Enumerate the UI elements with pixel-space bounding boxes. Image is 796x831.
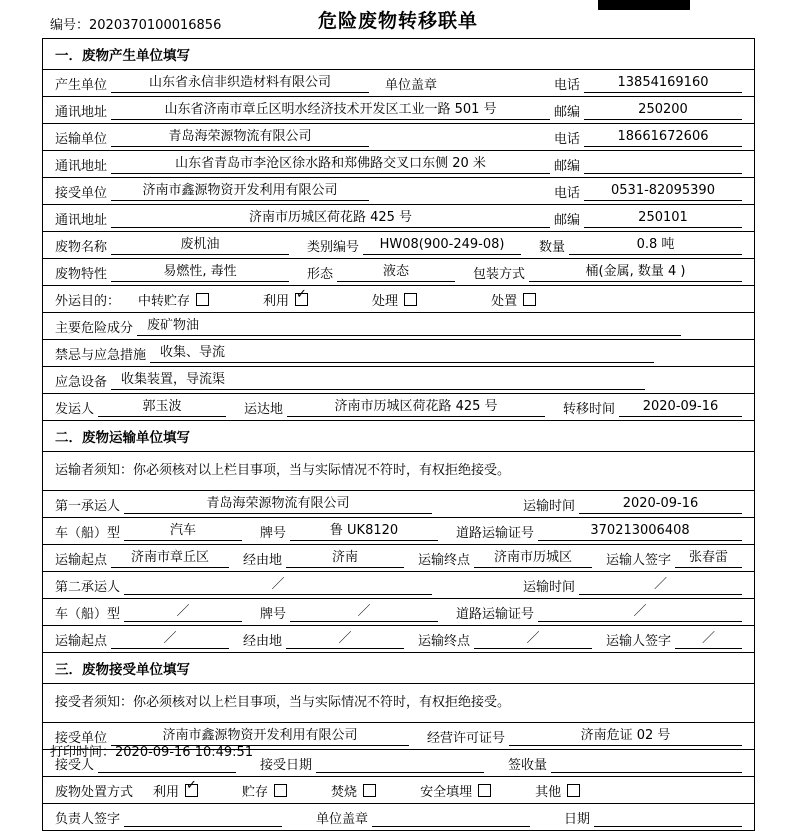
quantity-value[interactable]: 0.8 吨 <box>569 235 742 255</box>
receiver-zip-label: 邮编 <box>553 212 580 228</box>
producer-label: 产生单位 <box>55 77 108 93</box>
purpose-checkbox-3[interactable] <box>404 293 417 306</box>
producer-address-label: 通讯地址 <box>55 104 108 120</box>
unit-seal-label: 单位盖章 <box>316 811 369 827</box>
disposal-checkbox-5[interactable] <box>567 784 580 797</box>
transporter-label: 运输单位 <box>55 131 108 147</box>
section3-heading: 三．废物接受单位填写 <box>55 662 190 678</box>
row-taboo <box>43 340 755 367</box>
section1-heading: 一．废物产生单位填写 <box>55 48 190 64</box>
package-label: 包装方式 <box>473 266 526 282</box>
purpose-checkbox-2[interactable] <box>295 293 308 306</box>
disposal-checkbox-1[interactable] <box>185 784 198 797</box>
permit-label: 经营许可证号 <box>427 730 506 746</box>
purpose-checkbox-4[interactable] <box>523 293 536 306</box>
quantity-label: 数量 <box>539 239 566 255</box>
sign1-value[interactable]: 张春雷 <box>675 548 742 568</box>
section2-heading-cell <box>43 421 755 452</box>
disposal-checkbox-2[interactable] <box>274 784 287 797</box>
carrier2-time-label: 运输时间 <box>522 579 575 595</box>
receiving-date-label: 接受日期 <box>260 757 313 773</box>
receiver-notice: 接受者须知：你必须核对以上栏目事项，当与实际情况不符时，有权拒绝接受。 <box>55 695 511 710</box>
row-producer-address <box>43 97 755 124</box>
destination-value[interactable]: 济南市历城区荷花路 425 号 <box>287 397 545 417</box>
row-waste-property <box>43 259 755 286</box>
unit-seal-value[interactable] <box>372 807 530 827</box>
via1-label: 经由地 <box>243 552 283 568</box>
form-label: 形态 <box>307 266 334 282</box>
producer-zip-label: 邮编 <box>553 104 580 120</box>
plate1-value[interactable]: 鲁 UK8120 <box>290 521 438 541</box>
category-value[interactable]: HW08(900-249-08) <box>363 235 521 255</box>
purpose-option-2[interactable] <box>263 290 312 309</box>
receiver-zip-value[interactable]: 250101 <box>584 208 742 228</box>
package-value[interactable]: 桶(金属, 数量 4 ) <box>529 262 742 282</box>
row-carrier1 <box>43 491 755 518</box>
receiving-unit-label: 接受单位 <box>55 730 108 746</box>
row-route2 <box>43 626 755 653</box>
leader-sign-value[interactable] <box>124 807 282 827</box>
transfer-time-value[interactable]: 2020-09-16 <box>619 397 742 417</box>
disposal-option-2-label: 贮存 <box>242 784 269 800</box>
taboo-label: 禁忌与应急措施 <box>55 347 147 363</box>
print-time-value: 2020-09-16 10:49:51 <box>115 745 254 760</box>
purpose-option-1-label: 中转贮存 <box>138 293 191 309</box>
vehicle2-value[interactable]: ／ <box>124 602 242 622</box>
row-purpose <box>43 286 755 313</box>
start2-label: 运输起点 <box>55 633 108 649</box>
sign1-label: 运输人签字 <box>606 552 672 568</box>
disposal-option-1-label: 利用 <box>153 784 180 800</box>
row-route1 <box>43 545 755 572</box>
section3-heading-cell <box>43 653 755 684</box>
equipment-value[interactable]: 收集装置，导流渠 <box>111 370 645 390</box>
main-hazard-value[interactable]: 废矿物油 <box>137 316 681 336</box>
transfer-time-label: 转移时间 <box>563 401 616 417</box>
transporter-address-value[interactable]: 山东省青岛市李沧区徐水路和郑佛路交叉口东侧 20 米 <box>111 154 550 174</box>
sender-label: 发运人 <box>55 401 95 417</box>
final-date-value[interactable] <box>594 807 742 827</box>
disposal-checkbox-3[interactable] <box>363 784 376 797</box>
disposal-checkbox-4[interactable] <box>478 784 491 797</box>
section2-heading: 二．废物运输单位填写 <box>55 430 190 446</box>
disposal-option-4[interactable] <box>420 781 495 800</box>
row-transporter-address <box>43 151 755 178</box>
row-transporter <box>43 124 755 151</box>
purpose-label: 外运目的： <box>55 293 121 309</box>
disposal-option-4-label: 安全填埋 <box>420 784 473 800</box>
corner-stamp-icon <box>598 0 690 10</box>
receiver-value[interactable]: 济南市鑫源物资开发利用有限公司 <box>111 181 369 201</box>
taboo-value[interactable]: 收集、导流 <box>150 343 654 363</box>
vehicle1-value[interactable]: 汽车 <box>124 521 242 541</box>
final-date-label: 日期 <box>564 811 591 827</box>
row-equipment <box>43 367 755 394</box>
disposal-option-1[interactable] <box>153 781 202 800</box>
purpose-checkbox-1[interactable] <box>196 293 209 306</box>
disposal-option-5-label: 其他 <box>535 784 562 800</box>
sign2-label: 运输人签字 <box>606 633 672 649</box>
receiver-address-value[interactable]: 济南市历城区荷花路 425 号 <box>111 208 550 228</box>
transporter-value[interactable]: 青岛海荣源物流有限公司 <box>111 127 369 147</box>
purpose-option-3-label: 处理 <box>372 293 399 309</box>
disposal-option-3[interactable] <box>331 781 380 800</box>
transporter-zip-label: 邮编 <box>553 158 580 174</box>
document-number-label: 编号： <box>50 18 90 33</box>
license1-value[interactable]: 370213006408 <box>538 521 742 541</box>
row-receiver <box>43 178 755 205</box>
row-waste-name <box>43 232 755 259</box>
license2-value[interactable]: ／ <box>538 602 742 622</box>
document-header <box>0 0 796 34</box>
print-time <box>50 741 253 760</box>
row-leader-sign <box>43 804 755 831</box>
receiving-person-label: 接受人 <box>55 757 95 773</box>
disposal-option-3-label: 焚烧 <box>331 784 358 800</box>
category-label: 类别编号 <box>307 239 360 255</box>
purpose-option-2-label: 利用 <box>263 293 290 309</box>
receiving-date-value[interactable] <box>316 753 484 773</box>
carrier1-label: 第一承运人 <box>55 498 121 514</box>
section3-notice-cell <box>43 684 755 723</box>
row-sender <box>43 394 755 421</box>
disposal-option-5[interactable] <box>535 781 584 800</box>
carrier2-label: 第二承运人 <box>55 579 121 595</box>
row-receiver-address <box>43 205 755 232</box>
receiver-phone-label: 电话 <box>553 185 580 201</box>
end2-label: 运输终点 <box>418 633 471 649</box>
purpose-option-4[interactable] <box>491 290 540 309</box>
sign2-value[interactable]: ／ <box>675 629 742 649</box>
end2-value[interactable]: ／ <box>474 629 592 649</box>
section2-notice-cell <box>43 452 755 491</box>
sign-qty-value[interactable] <box>551 753 742 773</box>
print-time-label: 打印时间： <box>50 745 116 760</box>
via2-label: 经由地 <box>243 633 283 649</box>
plate2-label: 牌号 <box>260 606 287 622</box>
carrier2-time-value[interactable]: ／ <box>579 575 742 595</box>
waste-name-value[interactable]: 废机油 <box>111 235 289 255</box>
receiver-phone-value[interactable]: 0531-82095390 <box>584 181 742 201</box>
row-producer <box>43 70 755 97</box>
main-hazard-label: 主要危险成分 <box>55 320 134 336</box>
property-value[interactable]: 易燃性, 毒性 <box>111 262 289 282</box>
disposal-label: 废物处置方式 <box>55 784 134 800</box>
end1-label: 运输终点 <box>418 552 471 568</box>
producer-phone-label: 电话 <box>553 77 580 93</box>
producer-zip-value[interactable]: 250200 <box>584 100 742 120</box>
producer-phone-value[interactable]: 13854169160 <box>584 73 742 93</box>
row-main-hazard <box>43 313 755 340</box>
carrier1-value[interactable]: 青岛海荣源物流有限公司 <box>124 494 432 514</box>
transporter-address-label: 通讯地址 <box>55 158 108 174</box>
via1-value[interactable]: 济南 <box>286 548 404 568</box>
waste-name-label: 废物名称 <box>55 239 108 255</box>
vehicle2-label: 车（船）型 <box>55 606 121 622</box>
row-vehicle2 <box>43 599 755 626</box>
carrier1-time-label: 运输时间 <box>522 498 575 514</box>
section1-heading-cell <box>43 39 755 70</box>
carrier2-value[interactable]: ／ <box>124 575 432 595</box>
plate2-value[interactable]: ／ <box>290 602 438 622</box>
destination-label: 运达地 <box>244 401 284 417</box>
transporter-phone-value[interactable]: 18661672606 <box>584 127 742 147</box>
vehicle1-label: 车（船）型 <box>55 525 121 541</box>
transporter-zip-value[interactable] <box>584 154 742 174</box>
receiver-label: 接受单位 <box>55 185 108 201</box>
end1-value[interactable]: 济南市历城区 <box>474 548 592 568</box>
purpose-option-4-label: 处置 <box>491 293 518 309</box>
carrier1-time-value[interactable]: 2020-09-16 <box>579 494 742 514</box>
producer-address-value[interactable]: 山东省济南市章丘区明水经济技术开发区工业一路 501 号 <box>111 100 550 120</box>
producer-value[interactable]: 山东省永信非织造材料有限公司 <box>111 73 369 93</box>
purpose-option-3[interactable] <box>372 290 421 309</box>
row-carrier2 <box>43 572 755 599</box>
start1-label: 运输起点 <box>55 552 108 568</box>
receiver-address-label: 通讯地址 <box>55 212 108 228</box>
plate1-label: 牌号 <box>260 525 287 541</box>
producer-seal-label: 单位盖章 <box>385 77 438 93</box>
disposal-option-2[interactable] <box>242 781 291 800</box>
equipment-label: 应急设备 <box>55 374 108 390</box>
transporter-phone-label: 电话 <box>553 131 580 147</box>
sender-value[interactable]: 郭玉波 <box>98 397 226 417</box>
form-value[interactable]: 液态 <box>337 262 455 282</box>
document-number-value: 2020370100016856 <box>89 18 222 33</box>
start1-value[interactable]: 济南市章丘区 <box>111 548 229 568</box>
license1-label: 道路运输证号 <box>456 525 535 541</box>
permit-value[interactable]: 济南危证 02 号 <box>509 726 742 746</box>
leader-sign-label: 负责人签字 <box>55 811 121 827</box>
property-label: 废物特性 <box>55 266 108 282</box>
start2-value[interactable]: ／ <box>111 629 229 649</box>
receiving-unit-value[interactable]: 济南市鑫源物资开发利用有限公司 <box>111 726 409 746</box>
purpose-option-1[interactable] <box>138 290 213 309</box>
transfer-form-table <box>42 38 755 831</box>
page-title: 危险废物转移联单 <box>317 10 478 32</box>
sign-qty-label: 签收量 <box>508 757 548 773</box>
transporter-notice: 运输者须知：你必须核对以上栏目事项，当与实际情况不符时，有权拒绝接受。 <box>55 463 511 478</box>
row-vehicle1 <box>43 518 755 545</box>
row-disposal <box>43 777 755 804</box>
license2-label: 道路运输证号 <box>456 606 535 622</box>
via2-value[interactable]: ／ <box>286 629 404 649</box>
